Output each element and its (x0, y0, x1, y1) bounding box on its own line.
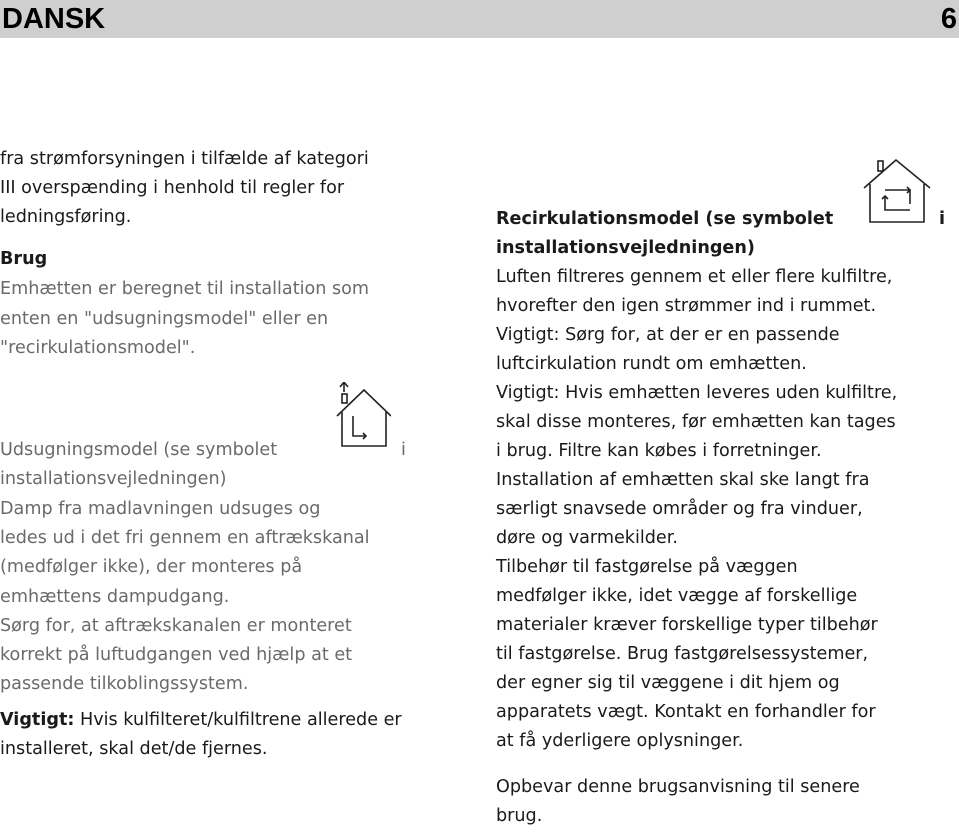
brug-heading: Brug (0, 249, 48, 269)
exhaust-line: korrekt på luftudgangen ved hjælp at et (0, 645, 353, 665)
recirc-heading-end: i (939, 209, 946, 229)
warning-line2: installeret, skal det/de fjernes. (0, 739, 268, 759)
recirc-heading: Recirkulationsmodel (se symbolet (496, 209, 834, 229)
exhaust-heading-line2: installationsvejledningen) (0, 469, 227, 489)
recirc-line: hvorefter den igen strømmer ind i rummet. (496, 296, 877, 316)
warning-label: Vigtigt: (0, 710, 75, 730)
recirc-line: Vigtigt: Hvis emhætten leveres uden kulfiltre, (496, 383, 898, 403)
recirc-line: Tilbehør til fastgørelse på væggen (496, 557, 798, 577)
exhaust-line: passende tilkoblingssystem. (0, 674, 249, 694)
exhaust-line: (medfølger ikke), der monteres på (0, 557, 303, 577)
recirc-line: døre og varmekilder. (496, 528, 678, 548)
exhaust-line: Sørg for, at aftrækskanalen er monteret (0, 616, 352, 636)
intro-line: fra strømforsyningen i tilfælde af kategori (0, 149, 369, 169)
recirc-line: Luften filtreres gennem et eller flere kulfiltre, (496, 267, 893, 287)
warning-text: Hvis kulfilteret/kulfiltrene allerede er (74, 710, 402, 730)
closing-line: Opbevar denne brugsanvisning til senere (496, 777, 860, 797)
intro-line: III overspænding i henhold til regler for (0, 178, 345, 198)
recirc-line: Installation af emhætten skal ske langt fra (496, 470, 870, 490)
house-recirculation-icon (861, 158, 933, 224)
exhaust-line: emhættens dampudgang. (0, 587, 230, 607)
recirc-heading-line2: installationsvejledningen) (496, 238, 755, 258)
brug-line: enten en "udsugningsmodel" eller en (0, 309, 329, 329)
exhaust-line: ledes ud i det fri gennem en aftrækskanal (0, 528, 370, 548)
recirc-line: materialer kræver forskellige typer tilbehør (496, 615, 878, 635)
closing-line: brug. (496, 806, 543, 826)
exhaust-heading-end: i (401, 440, 406, 460)
page-header (0, 0, 959, 38)
exhaust-line: Damp fra madlavningen udsuges og (0, 499, 321, 519)
page-number: 6 (940, 3, 957, 35)
recirc-line: skal disse monteres, før emhætten kan tages (496, 412, 896, 432)
recirc-line: apparatets vægt. Kontakt en forhandler for (496, 702, 876, 722)
recirc-line: særligt snavsede områder og fra vinduer, (496, 499, 863, 519)
brug-line: "recirkulationsmodel". (0, 338, 196, 358)
recirc-line: i brug. Filtre kan købes i forretninger. (496, 441, 822, 461)
recirc-line: til fastgørelse. Brug fastgørelsessystemer, (496, 644, 869, 664)
warning-line (0, 706, 402, 735)
recirc-line: medfølger ikke, idet vægge af forskellige (496, 586, 858, 606)
house-exhaust-icon (333, 382, 391, 450)
recirc-line: Vigtigt: Sørg for, at der er en passende (496, 325, 840, 345)
brug-line: Emhætten er beregnet til installation som (0, 279, 370, 299)
recirc-line: der egner sig til væggene i dit hjem og (496, 673, 840, 693)
language-label: DANSK (2, 3, 106, 35)
recirc-line: luftcirkulation rundt om emhætten. (496, 354, 807, 374)
recirc-line: at få yderligere oplysninger. (496, 731, 744, 751)
exhaust-heading: Udsugningsmodel (se symbolet (0, 440, 278, 460)
intro-line: ledningsføring. (0, 207, 132, 227)
